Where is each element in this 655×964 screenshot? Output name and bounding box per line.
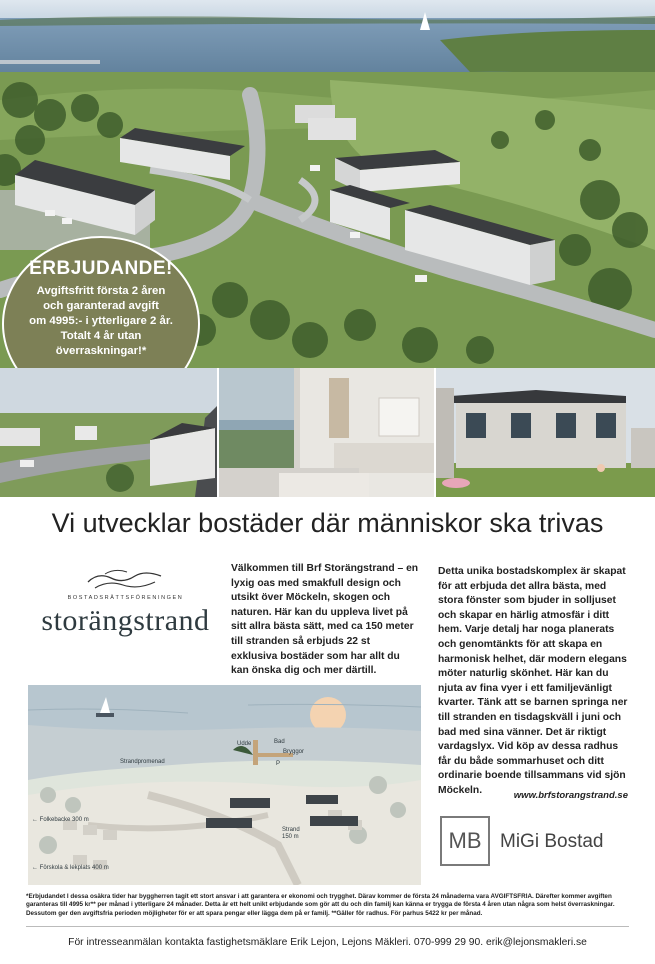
map-label-folkebacke: ← Folkebacke 300 m: [32, 817, 89, 823]
brand-logo: [28, 562, 223, 652]
fine-print: *Erbjudandet I dessa osäkra tider har byggherren tagit ett stort ansvar i att garantera er ekonomi och trygghet. Därav kommer de första 24 månaderna vara AVGIFTSFRIA. Därefter kommer avgiften garanteras till 4995 kr** per månad i ytterligare 24 månader. Detta är ett helt unikt erbjudande som gör att du och din familj kan känna er trygga de första 4 åren utan några som helst överraskningar. Dessutom ger den avgiftsfria perioden möjligheter för er att spara pengar eller lägga dem på er familj. **Gäller för radhus. För parhus 5422 kr per månad.: [26, 893, 615, 917]
logo-name: storängstrand: [41, 604, 210, 637]
headline: Vi utvecklar bostäder där människor ska trivas: [51, 508, 604, 538]
map-label-strand-distance: 150 m: [282, 834, 299, 840]
street-view-photo: [0, 368, 217, 497]
map-label-udde: Udde: [237, 741, 252, 747]
offer-text: [18, 284, 184, 359]
offer-line: överraskningar!*: [55, 345, 147, 357]
offer-line: och garanterad avgift: [43, 300, 159, 312]
map-label-parking: P: [276, 761, 281, 767]
waves-icon: [83, 566, 168, 592]
migi-logo-name: MiGi Bostad: [500, 831, 604, 852]
body-column-1: Välkommen till Brf Storängstrand – en lyxig oas med smakfull design och utsikt över Möckeln, skogen och naturen. Här kan du uppleva livet på sitt allra bästa sätt, med ca 150 meter till stranden så erbjuds 22 st exklusiva bostäder som har allt du kan önska dig och mer därtill.: [231, 563, 419, 677]
migi-logo-mark: MB: [440, 816, 490, 866]
website-link[interactable]: www.brfstorangstrand.se: [513, 790, 628, 801]
map-label-forskola: ← Förskola & lekplats 400 m: [32, 865, 109, 871]
map-label-strandpromenad: Strandpromenad: [120, 759, 165, 765]
site-map-illustration: [28, 685, 421, 885]
divider: [26, 926, 629, 927]
offer-line: om 4995:- i ytterligare 2 år.: [29, 315, 173, 327]
garden-photo: [436, 368, 655, 497]
interior-photo: [219, 368, 434, 497]
map-label-bad: Bad: [274, 739, 285, 745]
logo-subtitle: BOSTADSRÄTTSFÖRENINGEN: [67, 595, 184, 601]
body-column-2: Detta unika bostadskomplex är skapat för att erbjuda det allra bästa, med stora fönster som bjuder in solljuset och skapar en härlig atmosfär i ditt hem. Varje detalj har noga planerats och genomtänkts för att skapa en harmonisk helhet, där modern elegans möter naturlig skönhet. Här kan du njuta av fina vyer i ett familjevänligt kvarter. Tänk att se barnen springa ner till stranden en tisdagskväll i juni och bad med sina vänner. Det är riktigt vardagslyx. Vid köp av dessa radhus får du både sommarhuset och ditt ordinarie boende tillsammans vid sjön Möckeln.: [438, 566, 628, 796]
map-label-bryggor: Bryggor: [283, 749, 305, 755]
contact-line: För intresseanmälan kontakta fastighetsmäklare Erik Lejon, Lejons Mäkleri. 070-999 29 90. erik@lejonsmakleri.se: [68, 937, 587, 948]
map-label-strand: Strand: [282, 827, 300, 833]
offer-line: Avgiftsfritt första 2 åren: [36, 285, 166, 297]
offer-heading: ERBJUDANDE!: [29, 258, 173, 279]
offer-line: Totalt 4 år utan: [60, 330, 142, 342]
